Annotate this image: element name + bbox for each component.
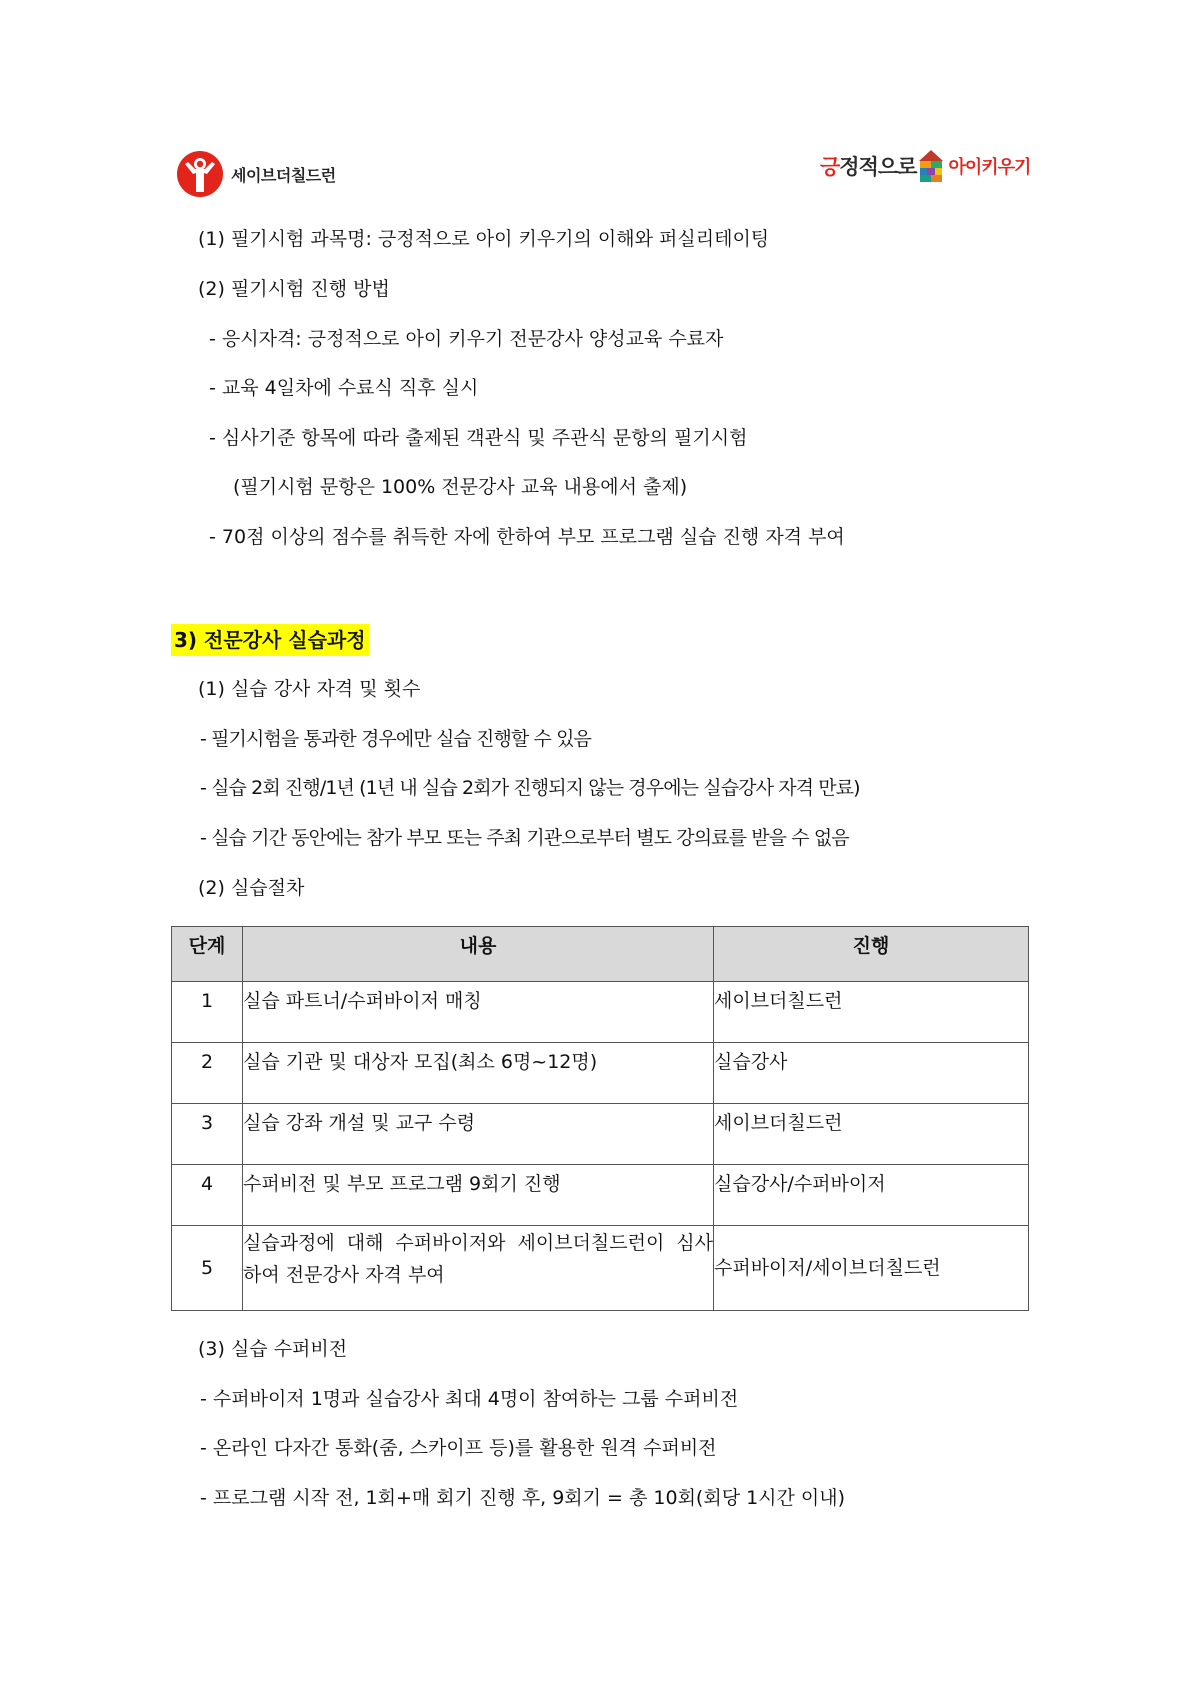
word: 실습과정에: [243, 1232, 335, 1254]
practice-qualification-item: - 실습 기간 동안에는 참가 부모 또는 주최 기관으로부터 별도 강의료를 받을 수 없음: [200, 827, 849, 849]
step-content: 수퍼비전 및 부모 프로그램 9회기 진행: [243, 1165, 714, 1226]
supervision-item: - 프로그램 시작 전, 1회+매 회기 진행 후, 9회기 = 총 10회(회당 1시간 이내): [200, 1487, 846, 1509]
step-content: 실습 기관 및 대상자 모집(최소 6명~12명): [243, 1043, 714, 1104]
step-by: 실습강사: [714, 1043, 1029, 1104]
exam-subject-line: (1) 필기시험 과목명: 긍정적으로 아이 키우기의 이해와 퍼실리테이팅: [198, 228, 770, 250]
exam-method-item: - 심사기준 항목에 따라 출제된 객관식 및 주관식 문항의 필기시험: [209, 427, 748, 449]
logo-highlight-char: 긍: [820, 155, 840, 179]
save-the-children-logo: [176, 150, 336, 198]
supervision-item: - 수퍼바이저 1명과 실습강사 최대 4명이 참여하는 그룹 수퍼비전: [200, 1388, 739, 1410]
step-by: 수퍼바이저/세이브더칠드런: [714, 1226, 1029, 1311]
house-blocks-icon: [916, 148, 946, 184]
logo-text-part2: 아이키우기: [948, 157, 1031, 178]
word: 세이브더칠드런이: [517, 1232, 665, 1254]
step-content: [243, 1226, 714, 1311]
practice-qualification-item: - 실습 2회 진행/1년 (1년 내 실습 2회가 진행되지 않는 경우에는 실습강사 자격 만료): [200, 777, 860, 799]
step-number: 3: [172, 1104, 243, 1165]
table-row: [172, 1043, 1029, 1104]
practice-procedure-title: (2) 실습절차: [198, 877, 305, 899]
table-row: [172, 1226, 1029, 1311]
positive-parenting-logo: [820, 142, 1030, 190]
save-the-children-emblem-icon: [176, 150, 224, 198]
word: 심사: [676, 1232, 713, 1254]
step-content-line1: [243, 1230, 713, 1256]
logo-text-rest: 정적으로: [839, 155, 917, 179]
step-number: 5: [172, 1226, 243, 1311]
practice-qualification-title: (1) 실습 강사 자격 및 횟수: [198, 678, 421, 700]
step-by: 세이브더칠드런: [714, 982, 1029, 1043]
step-content-line2: 하여 전문강사 자격 부여: [243, 1264, 445, 1286]
save-the-children-logo-text: 세이브더칠드런: [231, 165, 336, 185]
exam-method-item: - 교육 4일차에 수료식 직후 실시: [209, 377, 479, 399]
step-number: 4: [172, 1165, 243, 1226]
header-content: 내용: [243, 927, 714, 982]
header-by: 진행: [714, 927, 1029, 982]
step-by: 실습강사/수퍼바이저: [714, 1165, 1029, 1226]
step-content: 실습 파트너/수퍼바이저 매칭: [243, 982, 714, 1043]
header-step: 단계: [172, 927, 243, 982]
table-row: [172, 982, 1029, 1043]
table-row: [172, 1165, 1029, 1226]
exam-method-note: (필기시험 문항은 100% 전문강사 교육 내용에서 출제): [233, 476, 688, 498]
step-number: 2: [172, 1043, 243, 1104]
table-header-row: [172, 927, 1029, 982]
exam-method-title: (2) 필기시험 진행 방법: [198, 278, 390, 300]
practice-qualification-item: - 필기시험을 통과한 경우에만 실습 진행할 수 있음: [200, 728, 592, 750]
word: 대해: [346, 1232, 384, 1254]
exam-method-item: - 70점 이상의 점수를 취득한 자에 한하여 부모 프로그램 실습 진행 자격 부여: [209, 526, 845, 548]
practice-procedure-table: [171, 926, 1029, 1311]
step-by: 세이브더칠드런: [714, 1104, 1029, 1165]
supervision-item: - 온라인 다자간 통화(줌, 스카이프 등)를 활용한 원격 수퍼비전: [200, 1437, 717, 1459]
exam-method-item: - 응시자격: 긍정적으로 아이 키우기 전문강사 양성교육 수료자: [209, 328, 724, 350]
word: 수퍼바이저와: [395, 1232, 506, 1254]
logo-text-part1: [820, 151, 916, 181]
table-row: [172, 1104, 1029, 1165]
step-number: 1: [172, 982, 243, 1043]
step-content: 실습 강좌 개설 및 교구 수령: [243, 1104, 714, 1165]
section-title: 3) 전문강사 실습과정: [171, 624, 369, 656]
supervision-title: (3) 실습 수퍼비전: [198, 1338, 348, 1360]
